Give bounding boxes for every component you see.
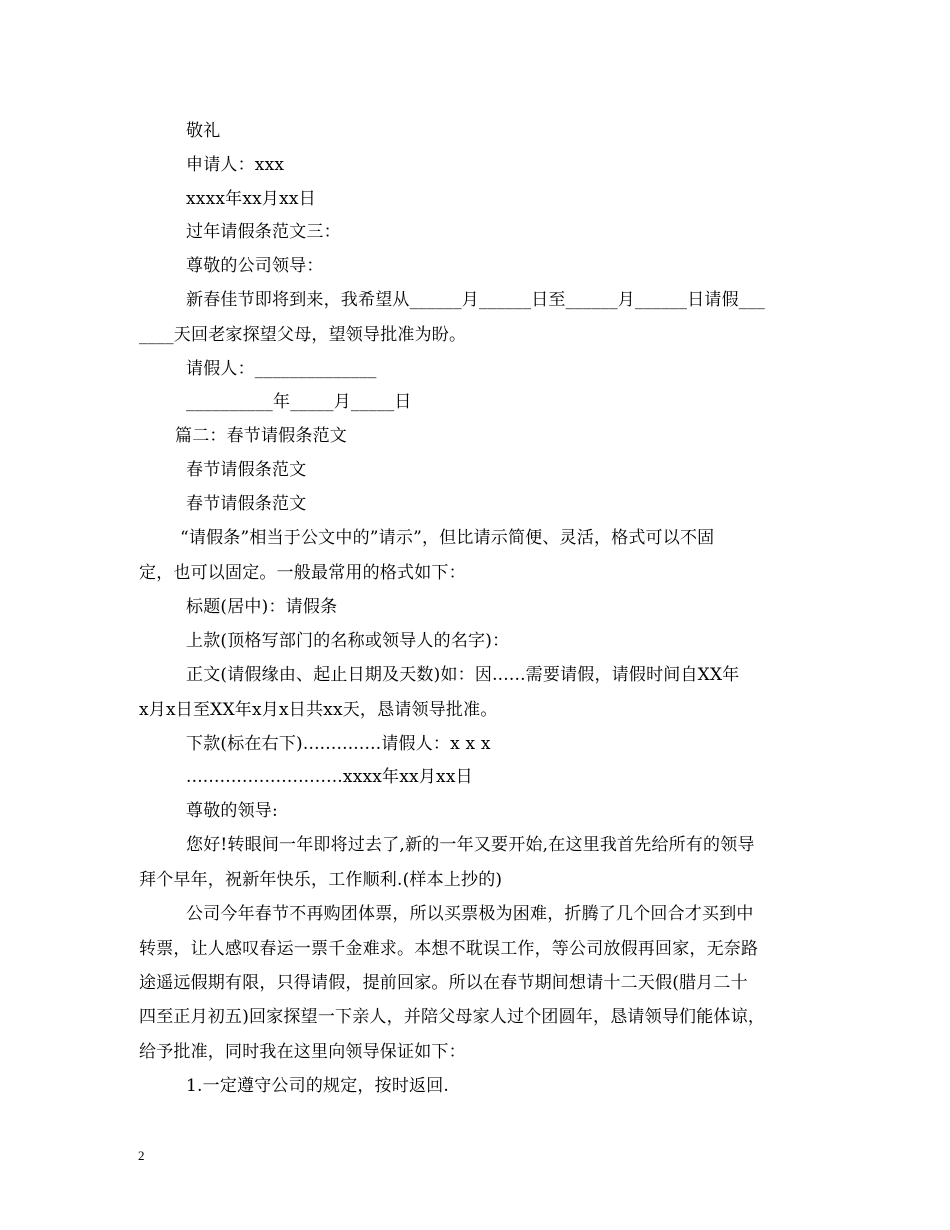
text-line: __________年_____月_____日 <box>186 392 412 412</box>
text-line: 申请人：xxx <box>186 155 285 175</box>
text-line: 请假人：______________ <box>186 359 377 379</box>
text-line: 春节请假条范文 <box>186 494 307 514</box>
text-line: x月x日至XX年x月x日共xx天，恳请领导批准。 <box>139 700 498 720</box>
text-line: 新春佳节即将到来，我希望从______月______日至______月______日请假___ <box>186 290 765 310</box>
text-line: xxxx年xx月xx日 <box>186 189 316 209</box>
text-line: “请假条”相当于公文中的”请示”，但比请示简便、灵活，格式可以不固 <box>180 528 715 548</box>
text-line: 正文(请假缘由、起止日期及天数)如：因......需要请假，请假时间自XX年 <box>186 665 740 685</box>
text-line: 拜个早年，祝新年快乐，工作顺利.(样本上抄的) <box>139 870 503 890</box>
text-line: 标题(居中)：请假条 <box>186 597 338 617</box>
text-line: 途遥远假期有限，只得请假，提前回家。所以在春节期间想请十二天假(腊月二十 <box>139 973 748 993</box>
text-line: 敬礼 <box>186 121 221 141</box>
text-line: 1.一定遵守公司的规定，按时返回. <box>186 1076 450 1096</box>
text-line: 春节请假条范文 <box>186 460 307 480</box>
text-line: 四至正月初五)回家探望一下亲人，并陪父母家人过个团圆年，恳请领导们能体谅， <box>139 1007 766 1027</box>
text-line: 您好!转眼间一年即将过去了,新的一年又要开始,在这里我首先给所有的领导 <box>186 835 755 855</box>
text-line: 尊敬的领导: <box>186 801 278 821</box>
page-number: 2 <box>138 1148 145 1163</box>
text-line: 给予批准，同时我在这里向领导保证如下： <box>139 1042 466 1062</box>
text-line: 下款(标在右下)..............请假人：x x x <box>186 734 491 754</box>
text-line: 过年请假条范文三： <box>186 222 341 242</box>
text-line: 定，也可以固定。一般最常用的格式如下： <box>139 563 466 583</box>
text-line: 尊敬的公司领导： <box>186 256 324 276</box>
text-line: 上款(顶格写部门的名称或领导人的名字)： <box>186 631 510 651</box>
section-heading: 篇二：春节请假条范文 <box>175 426 347 446</box>
text-line: 转票，让人感叹春运一票千金难求。本想不耽误工作，等公司放假再回家，无奈路 <box>139 939 759 959</box>
text-line: ............................xxxx年xx月xx日 <box>186 767 473 787</box>
text-line: 公司今年春节不再购团体票，所以买票极为困难，折腾了几个回合才买到中 <box>186 904 754 924</box>
text-line: ____天回老家探望父母，望领导批准为盼。 <box>139 325 467 345</box>
